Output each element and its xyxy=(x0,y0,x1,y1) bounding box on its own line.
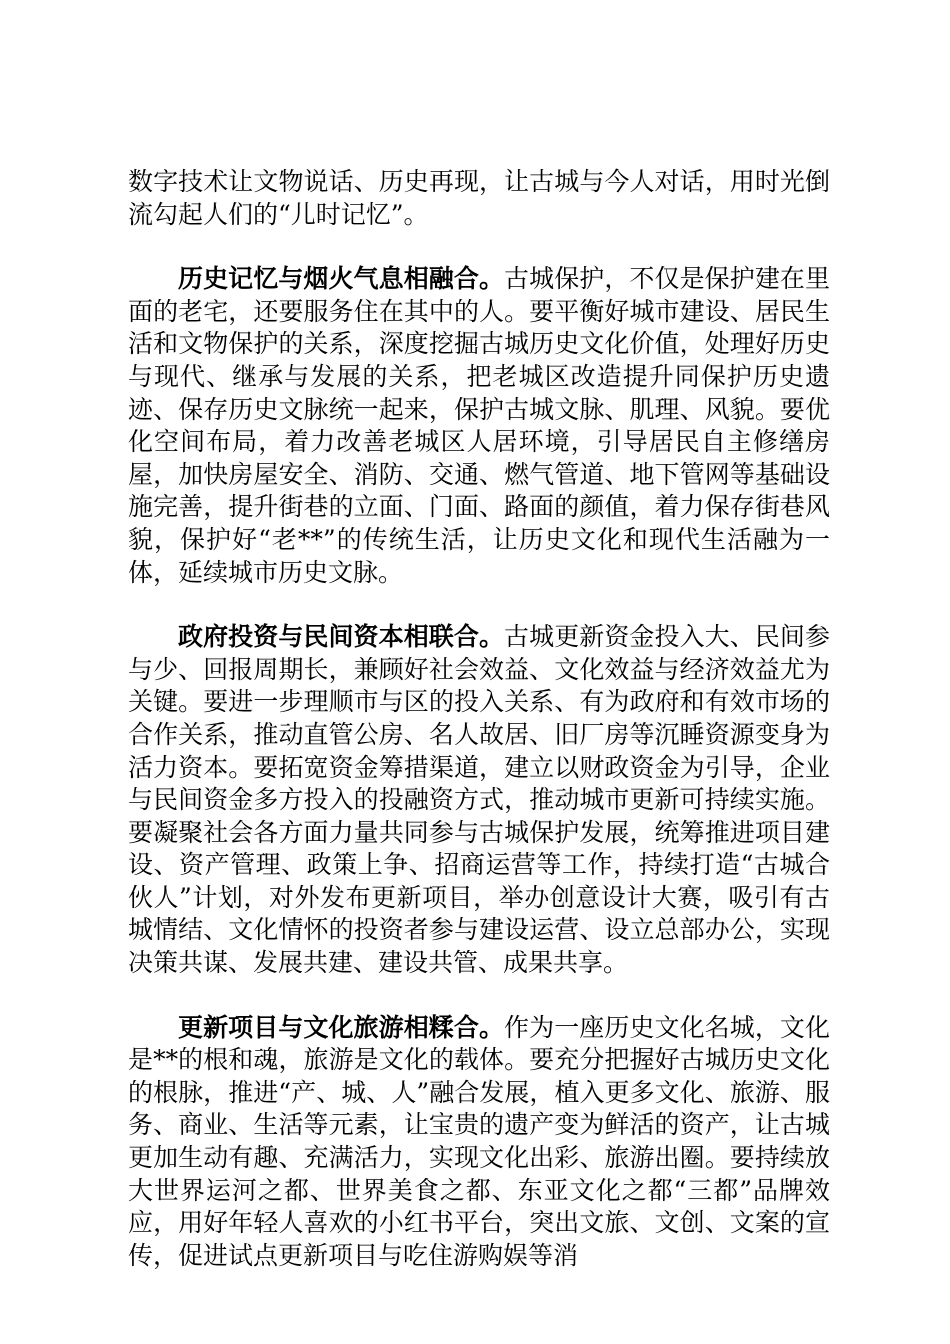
paragraph-government-investment xyxy=(128,621,830,980)
paragraph-text: 数字技术让文物说话、历史再现，让古城与今人对话，用时光倒流勾起人们的“儿时记忆”。 xyxy=(128,167,830,229)
paragraph-history-memory xyxy=(128,263,830,589)
paragraph-heading: 政府投资与民间资本相联合。 xyxy=(178,622,505,652)
paragraph-heading: 更新项目与文化旅游相糅合。 xyxy=(178,1012,505,1042)
paragraph-text: 古城更新资金投入大、民间参与少、回报周期长，兼顾好社会效益、文化效益与经济效益尤为关键。要进一步理顺市与区的投入关系、有为政府和有效市场的合作关系，推动直管公房、名人故居、旧厂房等沉睡资源变身为活力资本。要拓宽资金筹措渠道，建立以财政资金为引导，企业与民间资金多方投入的投融资方式，推动城市更新可持续实施。要凝聚社会各方面力量共同参与古城保护发展，统筹推进项目建设、资产管理、政策上争、招商运营等工作，持续打造“古城合伙人”计划，对外发布更新项目，举办创意设计大赛，吸引有古城情结、文化情怀的投资者参与建设运营、设立总部办公，实现决策共谋、发展共建、建设共管、成果共享。 xyxy=(128,622,830,978)
paragraph-text: 古城保护，不仅是保护建在里面的老宅，还要服务住在其中的人。要平衡好城市建设、居民生活和文物保护的关系，深度挖掘古城历史文化价值，处理好历史与现代、继承与发展的关系，把老城区改造提升同保护历史遗迹、保存历史文脉统一起来，保护古城文脉、肌理、风貌。要优化空间布局，着力改善老城区人居环境，引导居民自主修缮房屋，加快房屋安全、消防、交通、燃气管道、地下管网等基础设施完善，提升街巷的立面、门面、路面的颜值，着力保存街巷风貌，保护好“老**”的传统生活，让历史文化和现代生活融为一体，延续城市历史文脉。 xyxy=(128,264,830,587)
document-body xyxy=(128,166,830,1304)
paragraph-heading: 历史记忆与烟火气息相融合。 xyxy=(178,264,505,294)
paragraph-continuation xyxy=(128,166,830,231)
paragraph-renewal-tourism xyxy=(128,1012,830,1273)
paragraph-text: 作为一座历史文化名城，文化是**的根和魂，旅游是文化的载体。要充分把握好古城历史文化的根脉，推进“产、城、人”融合发展，植入更多文化、旅游、服务、商业、生活等元素，让宝贵的遗产变为鲜活的资产，让古城更加生动有趣、充满活力，实现文化出彩、旅游出圈。要持续放大世界运河之都、世界美食之都、东亚文化之都“三都”品牌效应，用好年轻人喜欢的小红书平台，突出文旅、文创、文案的宣传，促进试点更新项目与吃住游购娱等消 xyxy=(128,1012,830,1270)
